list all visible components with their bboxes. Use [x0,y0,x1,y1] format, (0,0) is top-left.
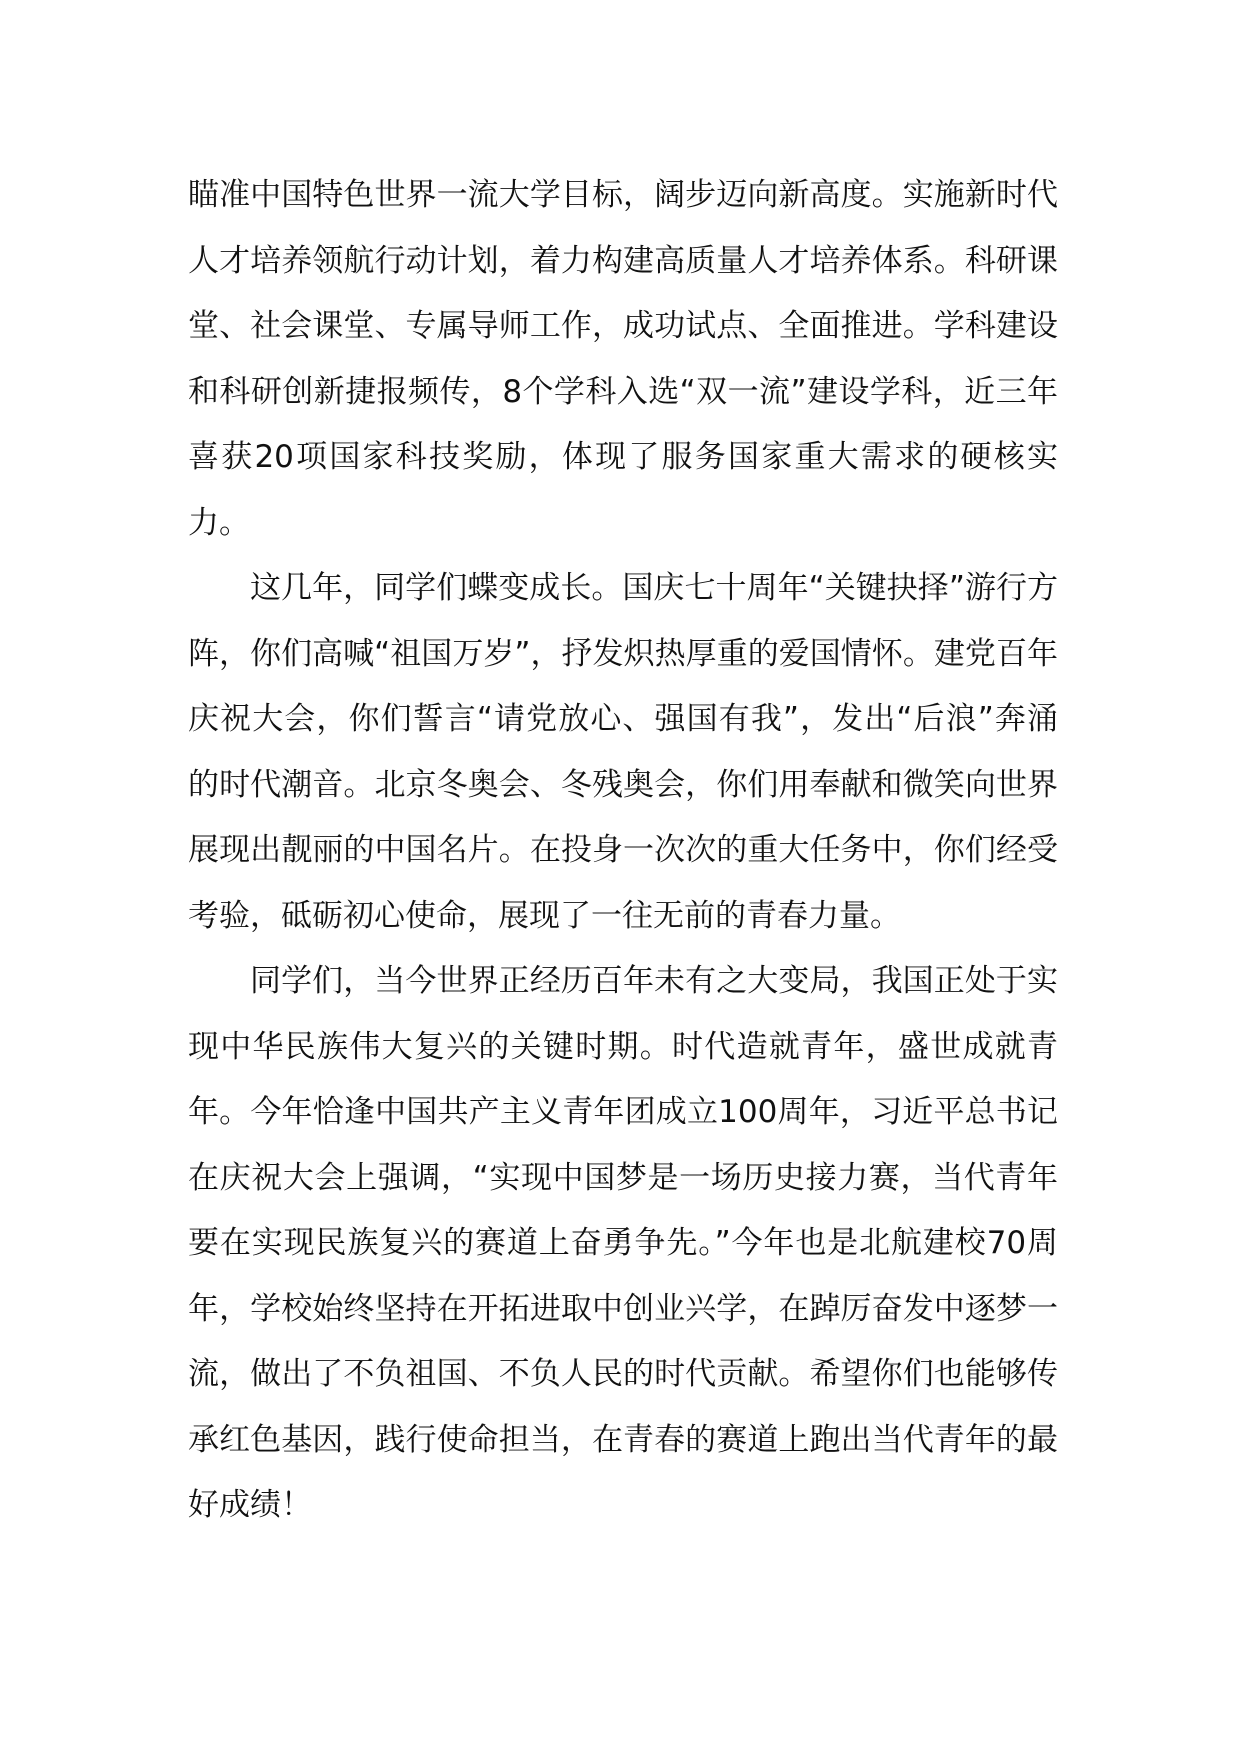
paragraph-1: 瞄准中国特色世界一流大学目标，阔步迈向新高度。实施新时代人才培养领航行动计划，着力构建高质量人才培养体系。科研课堂、社会课堂、专属导师工作，成功试点、全面推进。学科建设和科研创新捷报频传，8个学科入选“双一流”建设学科，近三年喜获20项国家科技奖励，体现了服务国家重大需求的硬核实力。 [188,177,1058,541]
document-body [188,163,1058,1539]
paragraph-3: 同学们，当今世界正经历百年未有之大变局，我国正处于实现中华民族伟大复兴的关键时期。时代造就青年，盛世成就青年。今年恰逢中国共产主义青年团成立100周年，习近平总书记在庆祝大会上强调，“实现中国梦是一场历史接力赛，当代青年要在实现民族复兴的赛道上奋勇争先。”今年也是北航建校70周年，学校始终坚持在开拓进取中创业兴学，在踔厉奋发中逐梦一流，做出了不负祖国、不负人民的时代贡献。希望你们也能够传承红色基因，践行使命担当，在青春的赛道上跑出当代青年的最好成绩！ [188,963,1058,1523]
paragraph-2: 这几年，同学们蝶变成长。国庆七十周年“关键抉择”游行方阵，你们高喊“祖国万岁”，抒发炽热厚重的爱国情怀。建党百年庆祝大会，你们誓言“请党放心、强国有我”，发出“后浪”奔涌的时代潮音。北京冬奥会、冬残奥会，你们用奉献和微笑向世界展现出靓丽的中国名片。在投身一次次的重大任务中，你们经受考验，砥砺初心使命，展现了一往无前的青春力量。 [188,570,1058,934]
